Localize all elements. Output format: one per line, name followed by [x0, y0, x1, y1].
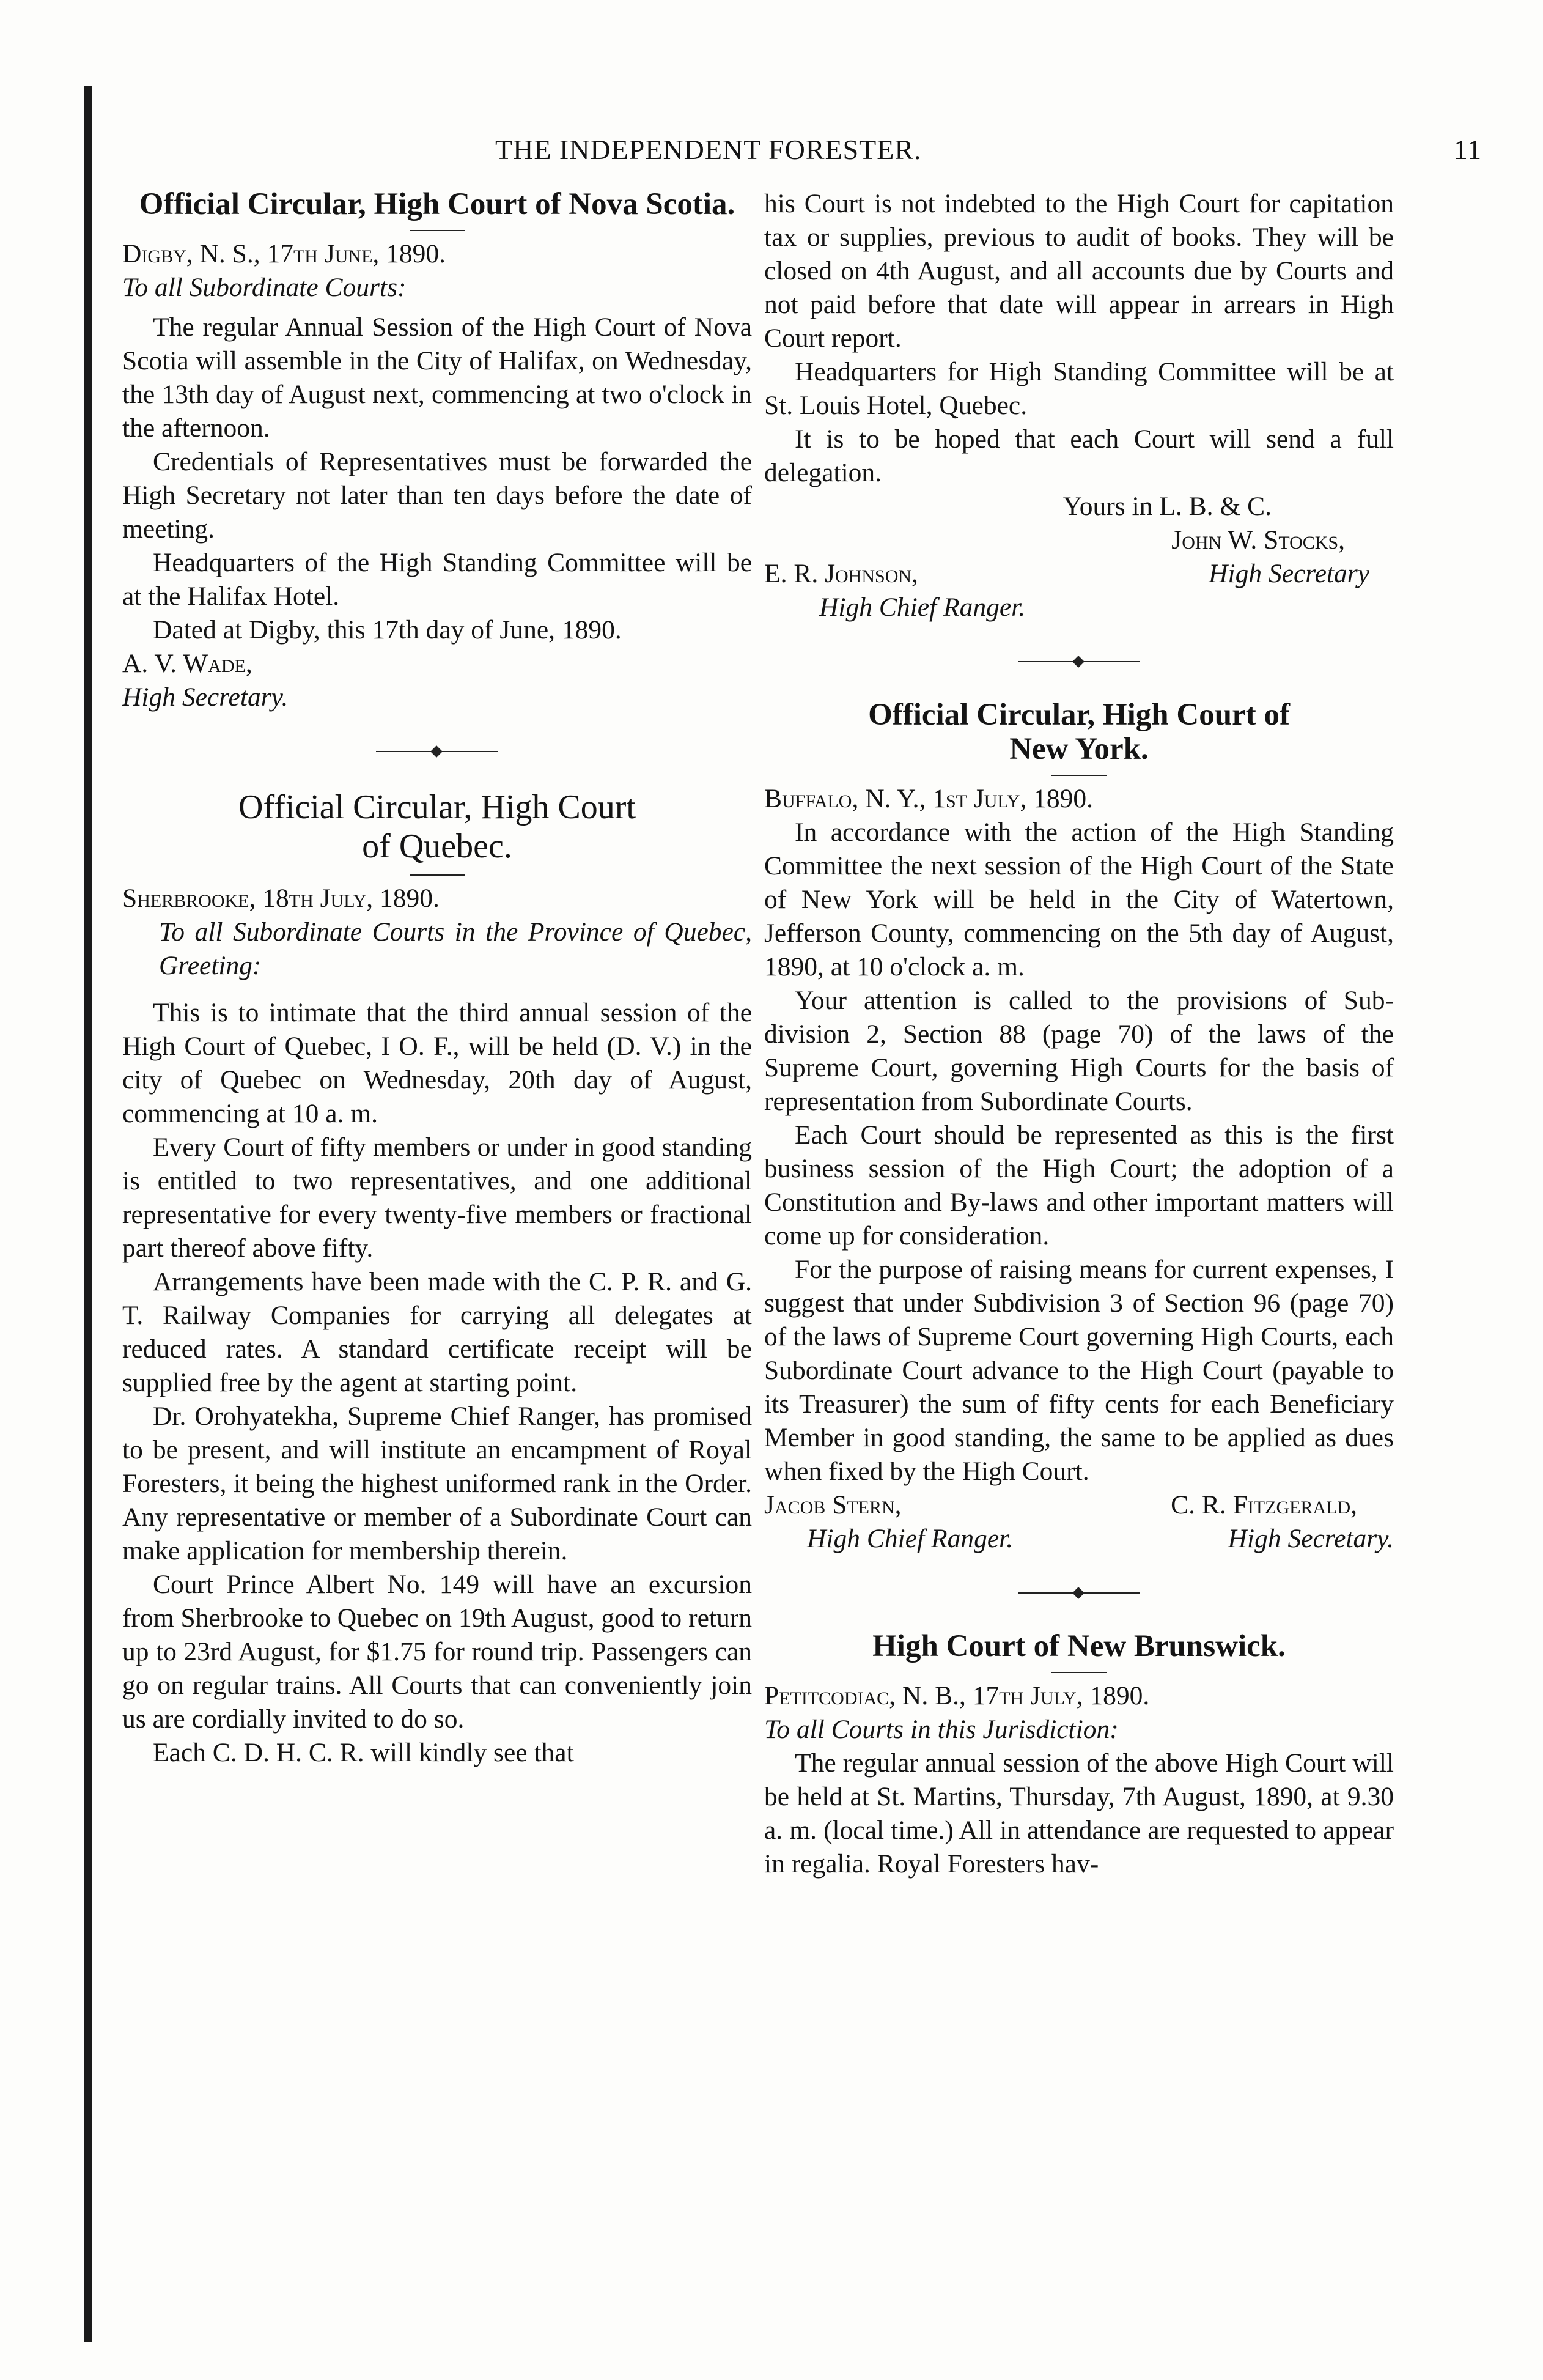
paragraph: The regular annual session of the above High Court will be held at St. Martins, Thursday, 7th August, 1890, at 9.30 a. m. (local time.) All in attendance are requested to appear in regalia. Royal Foresters hav-: [764, 1748, 1394, 1879]
publication-title: THE INDEPENDENT FORESTER.: [495, 134, 922, 165]
paragraph: Each C. D. H. C. R. will kindly see that: [153, 1738, 574, 1767]
quebec-salutation: To all Subordinate Courts in the Province of Quebec, Greeting:: [159, 917, 752, 980]
paragraph: The regular Annual Session of the High Court of Nova Scotia will assemble in the City of Halifax, on Wednesday, the 13th day of August next, commencing at two o'clock in the afternoon.: [122, 312, 752, 443]
signer-ranger-title: High Chief Ranger.: [819, 593, 1026, 622]
quebec-circular: [122, 788, 752, 1770]
paragraph: Court Prince Albert No. 149 will have an excursion from Sherbrooke to Quebec on 19th August, good to return up to 23rd August, for $1.75 for round trip. Passengers can go on regular trains. All Courts that can conveniently join us are cordially invited to do so.: [122, 1570, 752, 1734]
new-york-heading-line1: Official Circular, High Court of: [868, 698, 1290, 732]
signature-row: [764, 1488, 1394, 1522]
new-york-circular: [764, 698, 1394, 1556]
paragraph: In accordance with the action of the High Standing Committee the next session of the High Court of the State of New York will be held in the City of Watertown, Jefferson County, commencing on the 5th day of August, 1890, at 10 o'clock a. m.: [764, 818, 1394, 981]
paragraph: Arrangements have been made with the C. P. R. and G. T. Railway Companies for carrying all delegates at reduced rates. A standard certificate receipt will be supplied free by the agent at starting point.: [122, 1267, 752, 1397]
heading-rule: [410, 230, 465, 231]
paragraph: This is to intimate that the third annual session of the High Court of Quebec, I O. F., will be held (D. V.) in the city of Quebec on Wednesday, 20th day of August, commencing at 10 a. m.: [122, 998, 752, 1128]
signature-name: A. V. Wade,: [122, 649, 252, 678]
quebec-circular-continued: [764, 187, 1394, 624]
section-divider: [1018, 661, 1140, 662]
quebec-heading-line2: of Quebec.: [362, 827, 512, 865]
paragraph: It is to be hoped that each Court will send a full delegation.: [764, 424, 1394, 487]
paragraph: Dated at Digby, this 17th day of June, 1890.: [153, 615, 622, 645]
signer-secretary-name: John W. Stocks,: [1171, 525, 1345, 555]
paragraph: Dr. Orohyatekha, Supreme Chief Ranger, has promised to be present, and will institute an encampment of Royal Foresters, it being the highest uniformed rank in the Order. Any representative or member of a Subordinate Court can make application for membership therein.: [122, 1402, 752, 1565]
nova-scotia-circular: [122, 187, 752, 714]
nova-scotia-heading: Official Circular, High Court of Nova Scotia.: [139, 187, 735, 221]
signer2-title: High Secretary.: [1228, 1524, 1394, 1553]
new-brunswick-salutation: To all Courts in this Jurisdiction:: [764, 1715, 1119, 1744]
quebec-heading-line1: Official Circular, High Court: [238, 788, 636, 826]
signer-secretary-title: High Secretary: [1209, 559, 1369, 588]
heading-rule: [1051, 775, 1107, 776]
section-divider: [376, 751, 498, 752]
new-york-heading-line2: New York.: [1009, 732, 1149, 766]
nova-scotia-salutation: To all Subordinate Courts:: [122, 273, 407, 302]
paragraph: Headquarters for High Standing Committee will be at St. Louis Hotel, Quebec.: [764, 357, 1394, 420]
paragraph: his Court is not indebted to the High Court for capitation tax or supplies, previous to audit of books. They will be closed on 4th August, and all accounts due by Courts and not paid before that date will appear in arrears in High Court report.: [764, 189, 1394, 353]
paragraph: Each Court should be represented as this is the first business session of the High Court; the adoption of a Constitution and By-laws and other important matters will come up for consideration.: [764, 1120, 1394, 1251]
signature-row: [764, 557, 1394, 591]
signer1-title: High Chief Ranger.: [807, 1524, 1014, 1553]
nova-scotia-dateline: Digby, N. S., 17th June, 1890.: [122, 239, 446, 268]
paragraph: Your attention is called to the provisions of Sub-division 2, Section 88 (page 70) of the laws of the Supreme Court, governing High Courts for the basis of representation from Subordinate Courts.: [764, 986, 1394, 1116]
signer1-name: Jacob Stern,: [764, 1490, 902, 1520]
page-number: 11: [1453, 134, 1482, 165]
signature-titles-row: [764, 1522, 1394, 1556]
paragraph: For the purpose of raising means for current expenses, I suggest that under Subdivision 3 of Section 96 (page 70) of the laws of Supreme Court governing High Courts, each Subordinate Court advance to the High Court (payable to its Treasurer) the sum of fifty cents for each Beneficiary Member in good standing, the same to be applied as dues when fixed by the High Court.: [764, 1255, 1394, 1486]
section-divider: [1018, 1592, 1140, 1594]
new-brunswick-heading: High Court of New Brunswick.: [872, 1629, 1286, 1663]
right-column: [764, 187, 1394, 1881]
left-column: [122, 187, 752, 1770]
new-york-dateline: Buffalo, N. Y., 1st July, 1890.: [764, 784, 1094, 813]
quebec-dateline: Sherbrooke, 18th July, 1890.: [122, 884, 440, 913]
heading-rule: [1051, 1672, 1107, 1673]
signature-title: High Secretary.: [122, 682, 289, 712]
new-brunswick-dateline: Petitcodiac, N. B., 17th July, 1890.: [764, 1681, 1150, 1710]
paragraph: Credentials of Representatives must be forwarded the High Secretary not later than ten days before the date of meeting.: [122, 447, 752, 544]
signer2-name: C. R. Fitzgerald,: [1171, 1490, 1357, 1520]
heading-rule: [410, 874, 465, 876]
signer-ranger-name: E. R. Johnson,: [764, 559, 918, 588]
paragraph: Every Court of fifty members or under in good standing is entitled to two representatives, and one additional representative for every twenty-five members or fractional part thereof above fifty.: [122, 1133, 752, 1263]
closing: Yours in L. B. & C.: [1062, 492, 1272, 521]
paragraph: Headquarters of the High Standing Committee will be at the Halifax Hotel.: [122, 548, 752, 611]
new-brunswick-circular: [764, 1629, 1394, 1881]
binding-edge: [84, 86, 92, 2342]
